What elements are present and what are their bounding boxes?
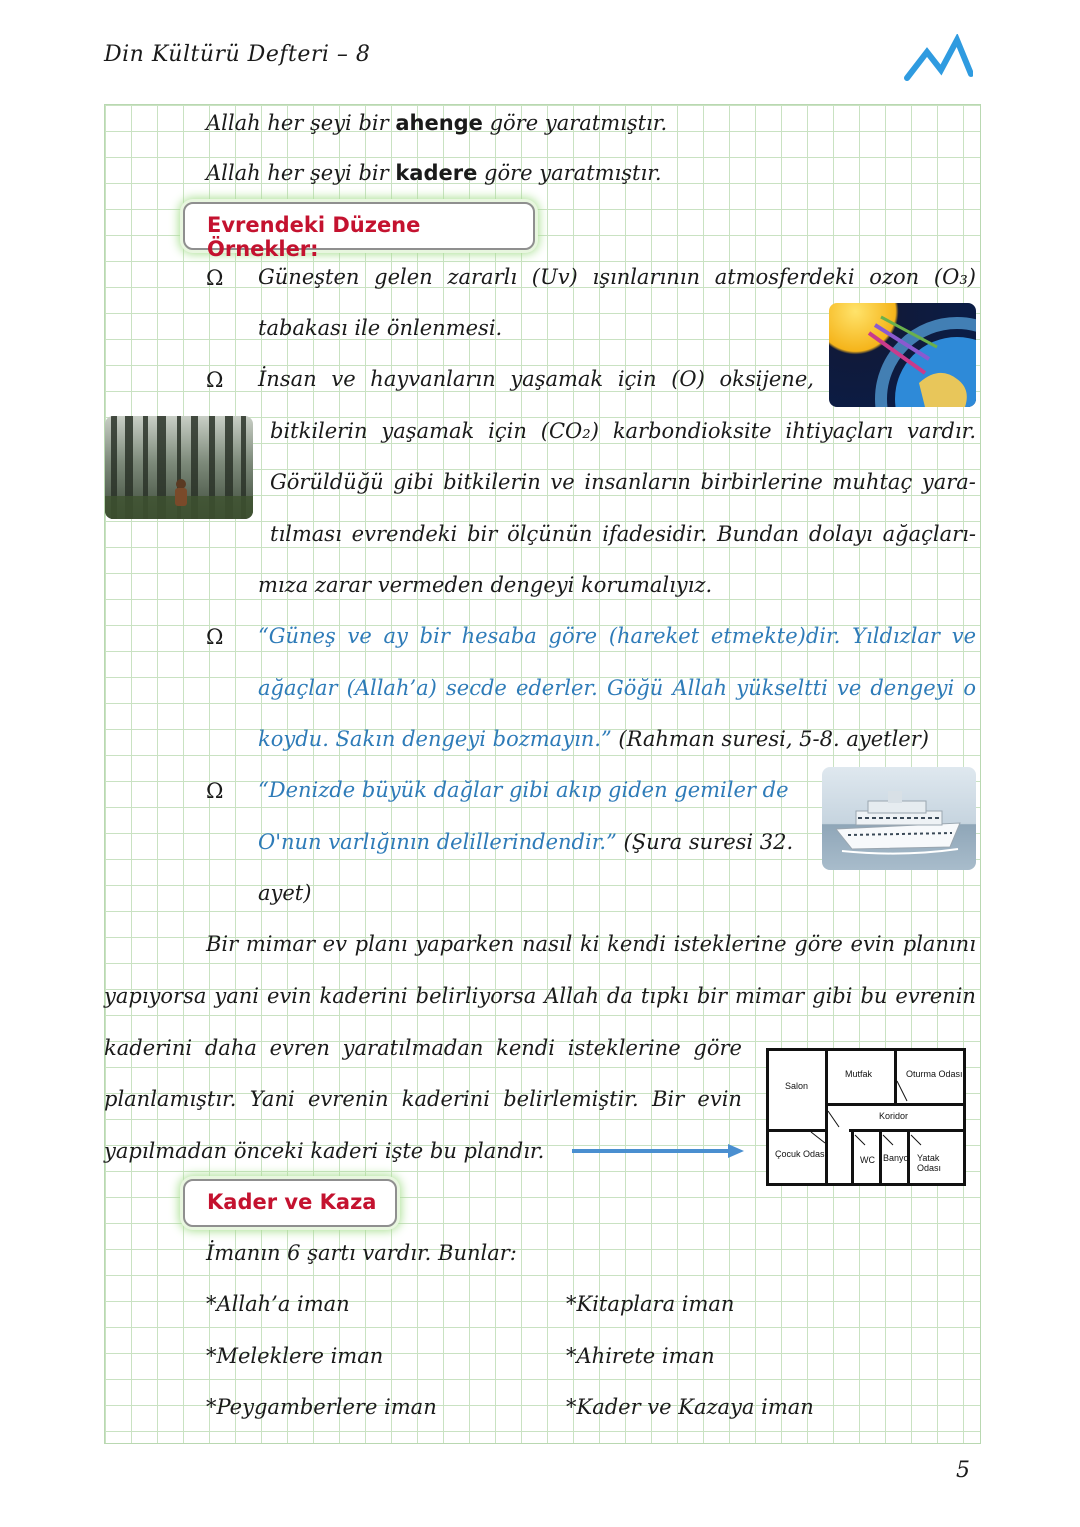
page-number: 5 [956,1458,970,1483]
item2-line3: Görüldüğü gibi bitkilerin ve insanların birbirlerine muhtaç yara- [270,470,976,494]
bullet-icon: Ω [206,266,224,290]
para-line3: kaderini daha evren yaratılmadan kendi isteklerine göre [104,1036,742,1060]
forest-image [105,416,253,519]
item3-line2: ağaçlar (Allah’a) secde ederler. Göğü Allah yükseltti ve dengeyi o [258,676,976,700]
bullet-icon: Ω [206,779,224,803]
section-title-kader: Kader ve Kaza [207,1190,377,1214]
para-line4: planlamıştır. Yani evrenin kaderini belirlemiştir. Bir evin [104,1087,742,1111]
item1-line2: tabakası ile önlenmesi. [258,316,503,340]
item3-line1: “Güneş ve ay bir hesaba göre (hareket etmekte)dir. Yıldızlar ve [258,624,976,648]
line-kadere: Allah her şeyi bir kadere göre yaratmıştır. [206,161,662,185]
iman-item: *Kitaplara iman [566,1292,735,1316]
plan-room-oturma: Oturma Odası [906,1069,963,1079]
para-line5: yapılmadan önceki kaderi işte bu plandır. [104,1139,545,1163]
plan-koridor: Koridor [879,1111,909,1121]
iman-intro: İmanın 6 şartı vardır. Bunlar: [206,1241,517,1265]
item2-line2: bitkilerin yaşamak için (CO₂) karbondioksite ihtiyaçları vardır. [270,419,976,443]
house-floor-plan [766,1048,966,1186]
plan-room-cocuk: Çocuk Odası [775,1149,828,1159]
plan-room-yatak: Yatak Odası [917,1153,942,1173]
plan-room-wc: WC [860,1155,875,1165]
para-line2: yapıyorsa yani evin kaderini belirliyorsa Allah da tıpkı bir mimar gibi bu evrenin [104,984,976,1008]
item4-line1: “Denizde büyük dağlar gibi akıp giden gemiler de [258,778,789,802]
section-title-evren: Evrendeki Düzene Örnekler: [207,213,421,261]
mountain-logo-icon [903,34,973,84]
item3-line3: koydu. Sakın dengeyi bozmayın.” (Rahman suresi, 5-8. ayetler) [258,727,929,751]
para-line1: Bir mimar ev planı yaparken nasıl ki kendi isteklerine göre evin planını [206,932,976,956]
iman-item: *Kader ve Kazaya iman [566,1395,814,1419]
item4-line3: ayet) [258,881,312,905]
section-heading-box [183,202,535,261]
section-heading-box [183,1179,397,1227]
item2-line4: tılması evrendeki bir ölçünün ifadesidir. Bundan dolayı ağaçları- [270,522,976,546]
item2-line5: mıza zarar vermeden dengeyi korumalıyız. [258,573,713,597]
notebook-title: Din Kültürü Defteri – 8 [104,42,371,67]
item2-line1: İnsan ve hayvanların yaşamak için (O) oksijene, [258,367,814,391]
iman-item: *Meleklere iman [206,1344,384,1368]
plan-room-salon: Salon [785,1081,809,1091]
item1-line1: Güneşten gelen zararlı (Uv) ışınlarının atmosferdeki ozon (O₃) [258,265,976,289]
item4-line2: O'nun varlığının delillerindendir.” (Şura suresi 32. [258,830,794,854]
bullet-icon: Ω [206,368,224,392]
bullet-icon: Ω [206,625,224,649]
iman-item: *Peygamberlere iman [206,1395,437,1419]
cruise-ship-image [822,767,976,870]
iman-item: *Ahirete iman [566,1344,715,1368]
plan-room-banyo: Banyo [883,1153,909,1163]
arrow-right-icon [570,1142,746,1160]
ozone-layer-image [829,303,976,407]
plan-room-mutfak: Mutfak [845,1069,873,1079]
iman-item: *Allah’a iman [206,1292,350,1316]
line-ahenge: Allah her şeyi bir ahenge göre yaratmıştır. [206,111,668,135]
